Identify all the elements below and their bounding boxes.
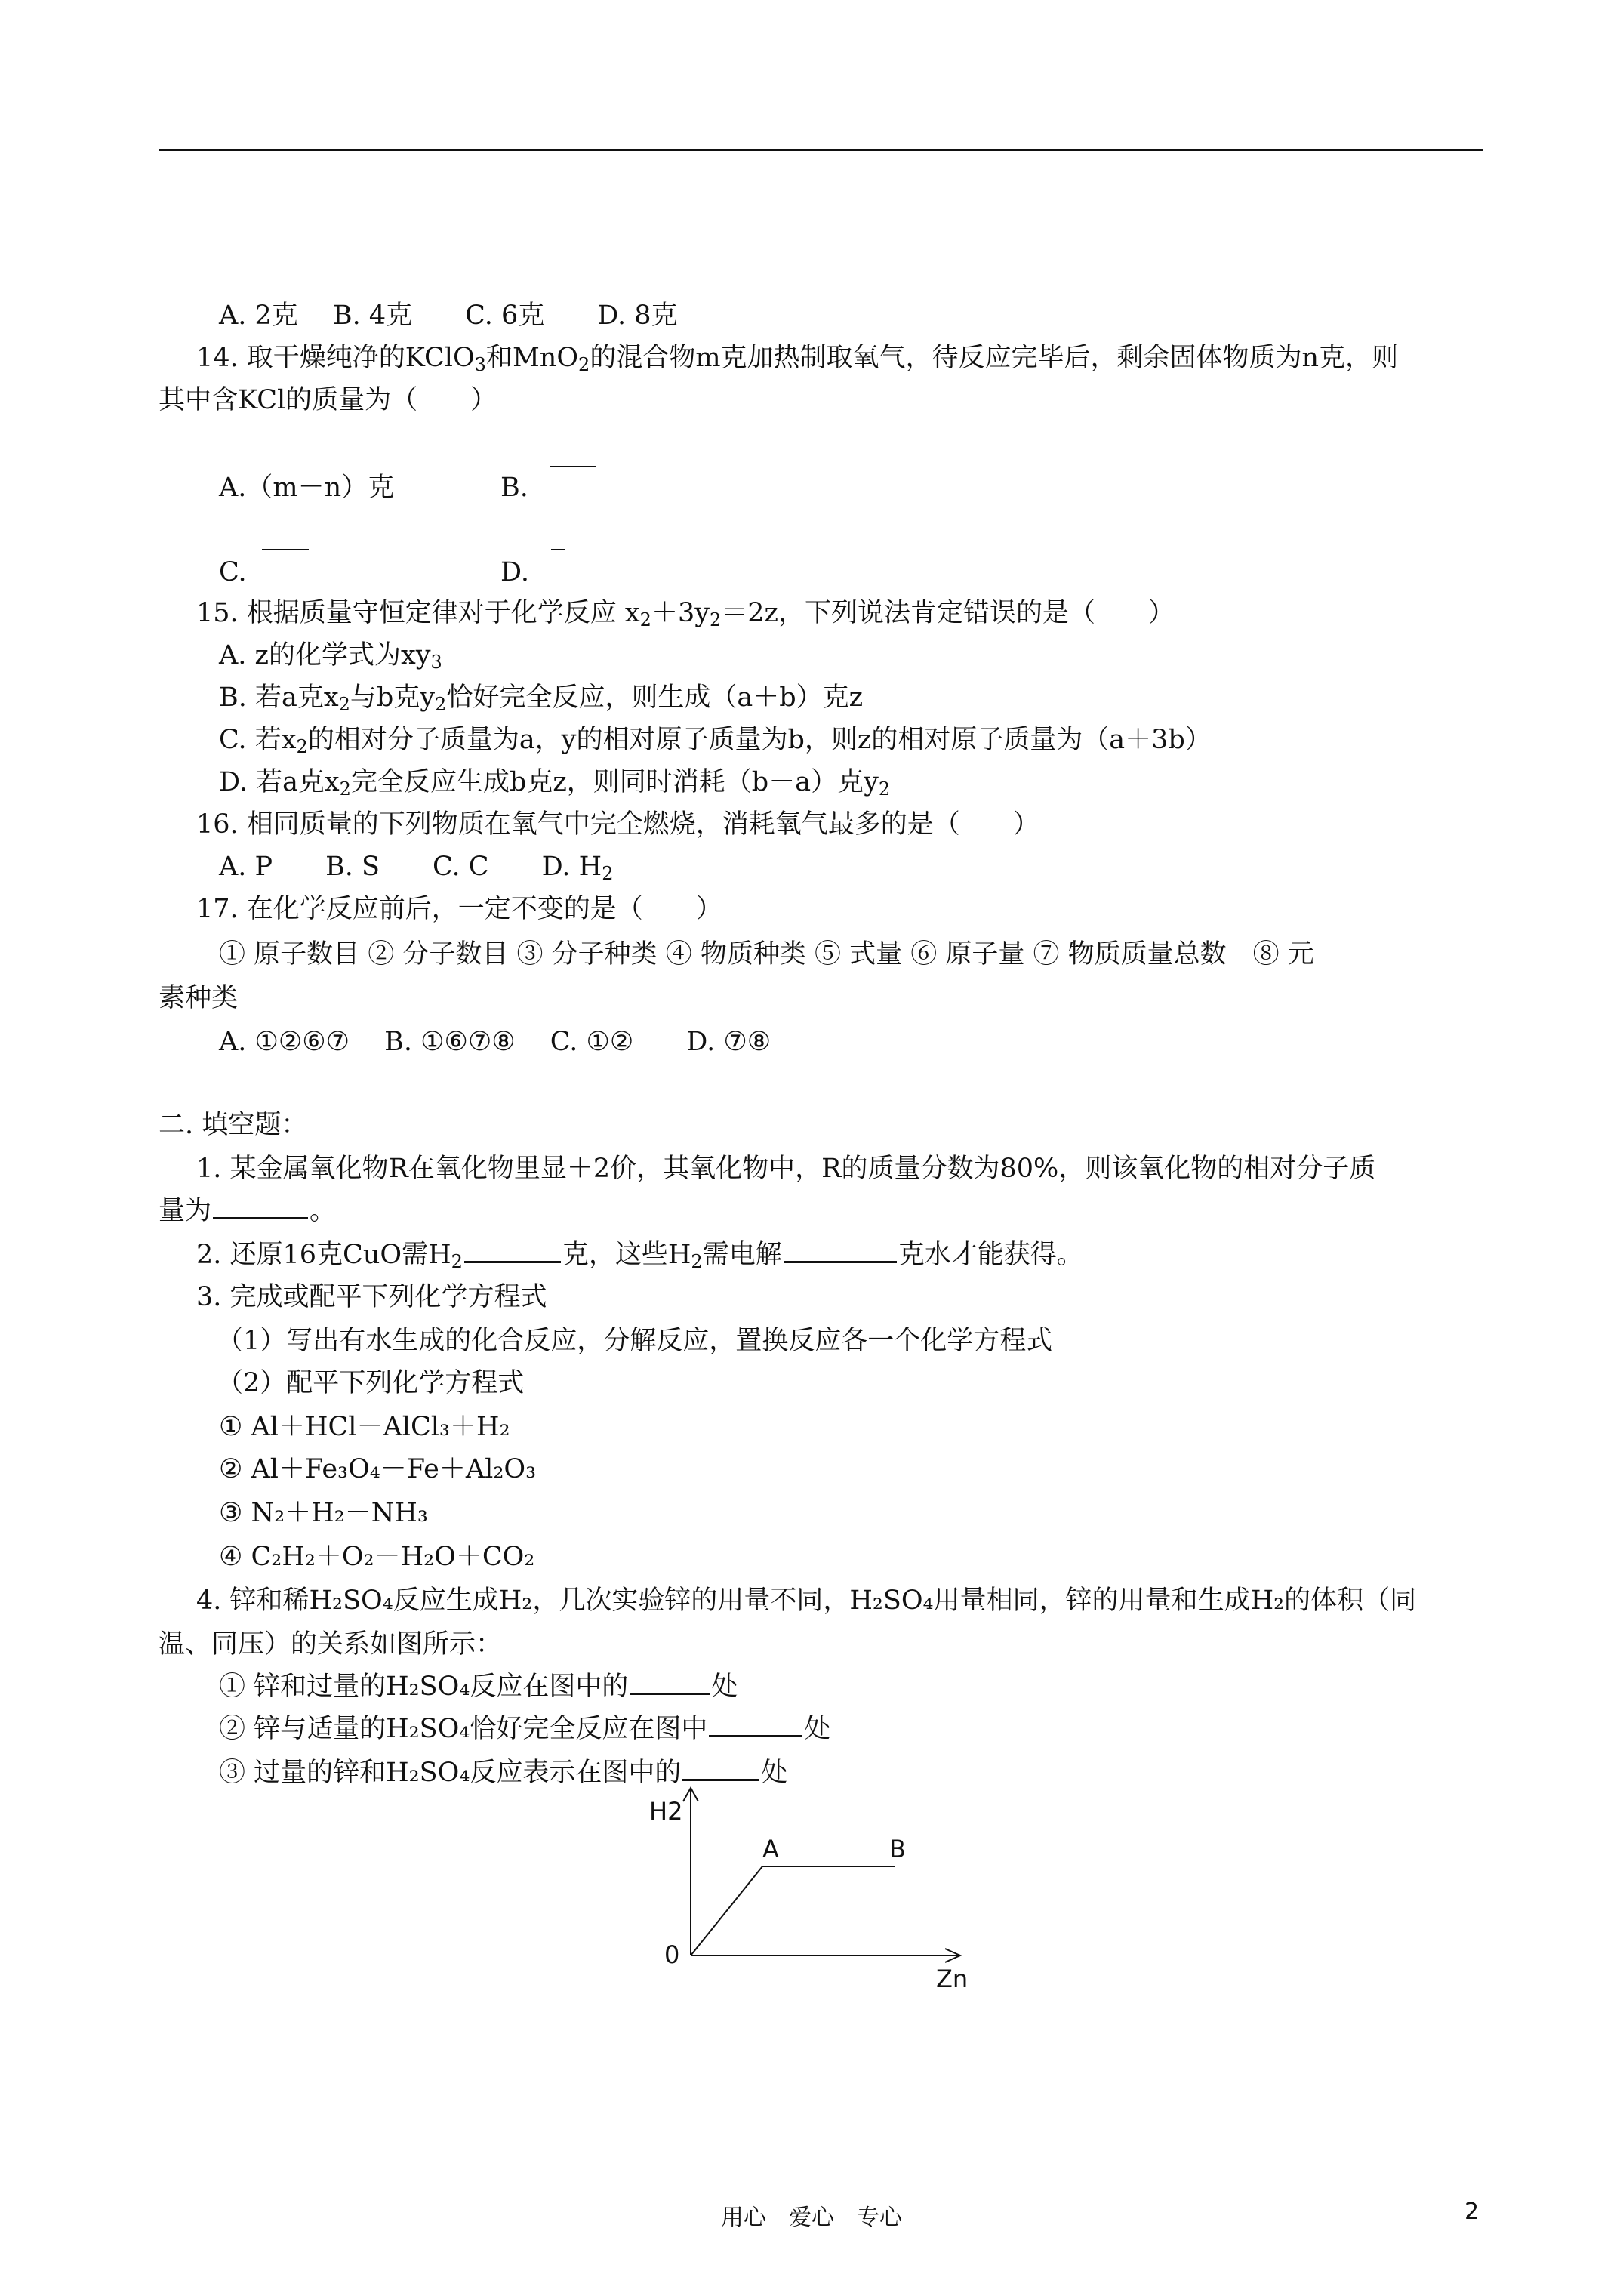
fill-2-line: 2. 还原16克CuO需$H_2$ 克，这些$H_2$需电解 克水才能获得。 [196,1240,1083,1272]
page-footer: 用心 爱心 专心 [721,2205,902,2231]
q14-stem-line2: 其中含KCl的质量为（ ） [159,385,497,415]
q15-option-b: B. 若a克$x_2$与b克$y_2$恰好完全反应，则生成（a＋b）克z [219,683,864,715]
fill-4-item2: ② 锌与适量的H₂SO₄恰好完全反应在图中 处 [219,1714,831,1744]
point-a-label: A [762,1835,779,1863]
fill-3-eq1: ① Al＋HCl－AlCl₃＋H₂ [219,1412,510,1442]
fill-4-blank-1[interactable] [630,1670,710,1695]
q17-stem: 17. 在化学反应前后，一定不变的是（ ） [196,894,722,924]
fill-4-line1: 4. 锌和稀H₂SO₄反应生成H₂，几次实验锌的用量不同，H₂SO₄用量相同，锌的用量和生成H₂的体积（同 [196,1586,1417,1616]
fill-4-line2: 温、同压）的关系如图所示： [159,1629,503,1660]
fill-3-sub1: （1）写出有水生成的化合反应，分解反应，置换反应各一个化学方程式 [217,1326,1053,1356]
rising-segment [691,1866,762,1955]
q14-option-a: A.（m－n）克 [219,473,395,503]
q14-option-b-fraction-bar [550,466,596,467]
q15-stem: 15. 根据质量守恒定律对于化学反应 $x_2+3y_2=2z$，下列说法肯定错误的是（ ） [196,598,1175,630]
fill-1-line2: 量为 。 [159,1196,337,1226]
q15-option-a: A. z的化学式为$xy_3$ [219,640,442,673]
q16-stem: 16. 相同质量的下列物质在氧气中完全燃烧，消耗氧气最多的是（ ） [196,809,1039,840]
fill-1-blank[interactable] [213,1194,308,1219]
q14-option-d-fraction-bar [551,549,565,550]
fill-1-line1: 1. 某金属氧化物R在氧化物里显＋2价，其氧化物中，R的质量分数为80%，则该氧化物的相对分子质 [196,1154,1376,1184]
point-b-label: B [889,1835,906,1863]
q17-items: ① 原子数目 ② 分子数目 ③ 分子种类 ④ 物质种类 ⑤ 式量 ⑥ 原子量 ⑦ 物质质量总数 ⑧ 元 [219,939,1314,969]
fill-3-eq2: ② Al＋Fe₃O₄－Fe＋Al₂O₃ [219,1454,537,1484]
x-axis-label: Zn [936,1965,969,1993]
fill-3-stem: 3. 完成或配平下列化学方程式 [196,1282,547,1312]
fill-4-item1: ① 锌和过量的H₂SO₄反应在图中的 处 [219,1672,738,1702]
q15-option-d: D. 若a克$x_2$完全反应生成b克z，则同时消耗（b－a）克$y_2$ [219,767,891,800]
header-rule [159,149,1483,151]
q17-options: A. ①②⑥⑦ B. ①⑥⑦⑧ C. ①② D. ⑦⑧ [219,1027,771,1057]
fill-4-blank-3[interactable] [682,1756,759,1781]
fill-4-item3: ③ 过量的锌和H₂SO₄反应表示在图中的 处 [219,1758,788,1788]
q14-option-c: C. [219,557,247,587]
page-number: 2 [1464,2199,1480,2225]
fill-3-eq4: ④ C₂H₂＋O₂－H₂O＋CO₂ [219,1542,535,1572]
q16-options: A. P B. S C. C D. $H_2$ [219,852,614,884]
origin-label: 0 [664,1940,680,1969]
fill-3-eq3: ③ N₂＋H₂－NH₃ [219,1498,428,1528]
q14-option-b: B. [500,473,528,503]
q13-options: A. 2克 B. 4克 C. 6克 D. 8克 [219,300,678,331]
fill-2-blank-1[interactable] [464,1238,561,1263]
q17-items-cont: 素种类 [159,983,239,1013]
q14-stem-line1: 14. 取干燥纯净的KClO$_3$和MnO$_2$的混合物m克加热制取氧气，待反应完毕后，剩余固体物质为n克，则 [196,343,1399,375]
section-fill-in-title: 二. 填空题： [159,1110,308,1140]
y-axis-label: H2 [649,1797,683,1826]
q14-option-c-fraction-bar [262,549,309,550]
q14-option-d: D. [500,557,529,587]
q15-option-c: C. 若$x_2$的相对分子质量为a，y的相对原子质量为b，则z的相对原子质量为（a＋3b） [219,725,1212,757]
h2-zn-graph [627,1782,1004,2008]
fill-4-blank-2[interactable] [709,1712,802,1737]
fill-3-sub2: （2）配平下列化学方程式 [217,1368,525,1398]
fill-2-blank-2[interactable] [784,1238,897,1263]
